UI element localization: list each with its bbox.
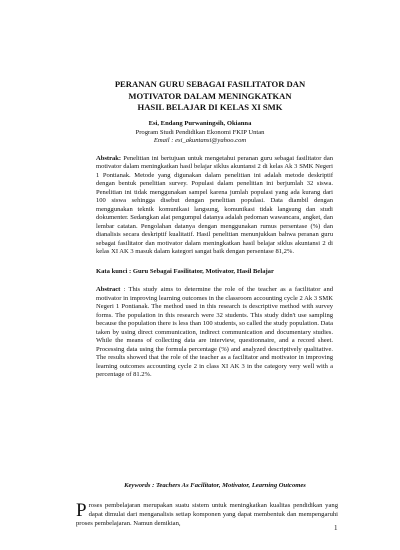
author-block — [60, 120, 340, 146]
en-abstract-label: Abstract — [96, 286, 121, 293]
title-line-2: MOTIVATOR DALAM MENINGKATKAN — [128, 90, 292, 101]
paper-title — [95, 79, 325, 114]
en-abstract-text: : This study aims to determine the role of the teacher as a facilitator and motivator in improving learning outcomes in the classroom accounting cycle 2 Ak 3 SMK Negeri 1 Pontianak. The method used in this research is descriptive method with survey forms. The population in this research were 32 students. This study didn't use sampling because the population there is less than 100 students, so called the study population. Data taken by using direct communication, indirect communication and documentary studies. While the means of collecting data are interview, questionnaire, and a record sheet. Processing data using the formula percentage (%) and analyzed descriptively qualitative. The results showed that the role of the teacher as a facilitator and motivator in improving learning outcomes accounting cycle 2 in class XI AK 3 in the category very well with a percentage of 81.2%. — [96, 286, 334, 379]
abstract-indonesian — [96, 155, 333, 256]
intro-paragraph — [76, 502, 338, 529]
author-names: Esi, Endang Purwaningsih, Okianna — [148, 120, 252, 127]
abstract-label: Abstrak: — [96, 155, 122, 162]
author-affiliation: Program Studi Pendidikan Ekonomi FKIP Untan — [135, 128, 265, 136]
abstract-english — [96, 286, 333, 380]
author-email: Email : esi_akuntansi@yahoo.com — [153, 137, 247, 145]
title-line-1: PERANAN GURU SEBAGAI FASILITATOR DAN — [114, 79, 306, 89]
keywords-english: Keywords : Teachers As Facilitator, Motivator, Learning Outcomes — [124, 482, 306, 489]
drop-cap: P — [76, 500, 87, 521]
title-line-3: HASIL BELAJAR DI KELAS XI SMK — [137, 102, 283, 112]
intro-text: roses pembelajaran merupakan suatu sistem untuk meningkatkan kualitas pendidikan yang dapat dimulai dari menganalisis setiap komponen yang dapat membentuk dan mempengaruhi proses pembelajaran. Namun demikian, — [76, 502, 338, 527]
page-number: 1 — [334, 524, 338, 532]
abstract-text: Penelitian ini bertujuan untuk mengetahui peranan guru sebagai fasilitator dan motivator dalam meningkatkan hasil belajar siklus akuntansi 2 di kelas Ak 3 SMK Negeri 1 Pontianak. Metode yang digunakan dalam penelitian ini adalah metode deskriptif dengan bentuk penelitian survey. Populasi dalam penelitian ini berjumlah 32 siswa. Penelitian ini tidak menggunakan sampel karena jumlah populasi yang ada kurang dari 100 siswa sehingga disebut dengan penelitian populasi. Data diambil dengan menggunakan teknik komunikasi langsung, komunikasi tidak langsung dan studi dokumenter. Sedangkan alat pengumpul datanya adalah pedoman wawancara, angket, dan lembar catatan. Pengolahan datanya dengan menggunakan rumus persentase (%) dan dianalisis secara deskriptif kualitatif. Hasil penelitian menunjukkan bahwa peranan guru sebagai fasilitator dan motivator dalam meningkatkan hasil belajar siklus akuntansi 2 di kelas XI AK 3 masuk dalam kategori sangat baik dengan persentase 81,2%. — [96, 155, 334, 255]
keywords-indonesian: Kata kunci : Guru Sebagai Fasilitator, Motivator, Hasil Belajar — [96, 268, 274, 275]
